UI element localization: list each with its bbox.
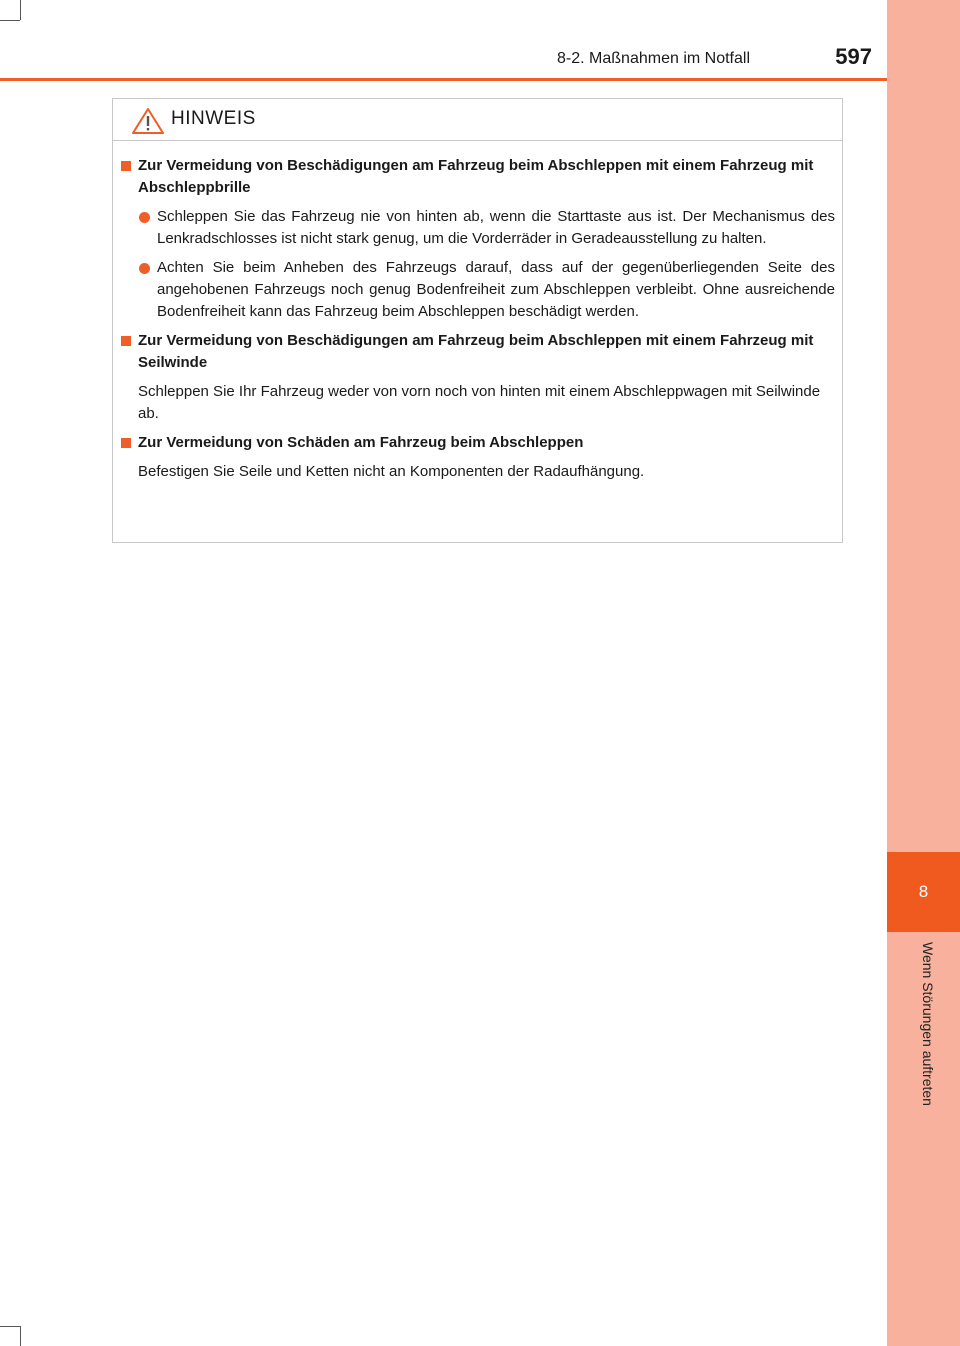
section-title: 8-2. Maßnahmen im Notfall bbox=[557, 50, 750, 67]
chapter-number: 8 bbox=[918, 882, 929, 901]
notice-header bbox=[113, 99, 842, 141]
round-bullet-icon bbox=[139, 212, 150, 223]
notice-paragraph: Befestigen Sie Seile und Ketten nicht an Komponenten der Radaufhängung. bbox=[138, 463, 645, 480]
notice-box bbox=[112, 98, 843, 543]
notice-title: HINWEIS bbox=[171, 108, 256, 129]
notice-bullet: Achten Sie beim Anheben des Fahrzeugs darauf, dass auf der gegenüberliegenden Seite des angehobenen Fahrzeugs noch genug Bodenfreiheit zum Abschleppen verbleibt. Ohne ausreichende Bodenfreiheit kann das Fahrzeug beim Abschleppen beschädigt werden. bbox=[121, 257, 835, 323]
square-bullet-icon bbox=[121, 161, 131, 171]
square-bullet-icon bbox=[121, 438, 131, 448]
notice-item-heading: Zur Vermeidung von Schäden am Fahrzeug beim Abschleppen bbox=[121, 432, 835, 454]
notice-body bbox=[121, 155, 835, 490]
notice-item-heading: Zur Vermeidung von Beschädigungen am Fahrzeug beim Abschleppen mit einem Fahrzeug mit Seilwinde bbox=[121, 330, 835, 374]
crop-mark bbox=[20, 1326, 21, 1346]
crop-mark bbox=[0, 20, 20, 21]
warning-triangle-icon bbox=[131, 107, 165, 135]
page-number: 597 bbox=[835, 44, 872, 69]
round-bullet-icon bbox=[139, 263, 150, 274]
header-rule bbox=[0, 78, 887, 81]
notice-paragraph: Schleppen Sie Ihr Fahrzeug weder von vorn noch von hinten mit einem Abschleppwagen mit Seilwinde ab. bbox=[138, 383, 821, 422]
notice-item-heading: Zur Vermeidung von Beschädigungen am Fahrzeug beim Abschleppen mit einem Fahrzeug mit Abschleppbrille bbox=[121, 155, 835, 199]
square-bullet-icon bbox=[121, 336, 131, 346]
chapter-title: Wenn Störungen auftreten bbox=[920, 942, 936, 1106]
crop-mark bbox=[20, 0, 21, 20]
chapter-number-box bbox=[887, 852, 960, 932]
notice-bullet: Schleppen Sie das Fahrzeug nie von hinten ab, wenn die Starttaste aus ist. Der Mechanismus des Lenkradschlosses ist nicht stark genug, um die Vorderräder in Geradeausstellung zu halten. bbox=[121, 206, 835, 250]
crop-mark bbox=[0, 1326, 20, 1327]
